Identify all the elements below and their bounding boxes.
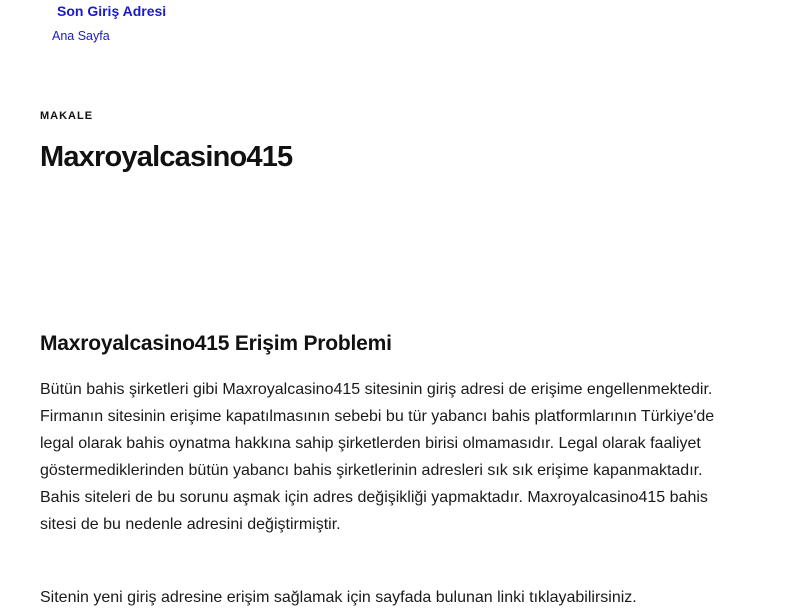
nav-link-home[interactable]: Ana Sayfa bbox=[52, 29, 110, 43]
site-title-link[interactable]: Son Giriş Adresi bbox=[57, 3, 167, 19]
article-category-label: MAKALE bbox=[40, 110, 94, 122]
section-heading: Maxroyalcasino415 Erişim Problemi bbox=[40, 332, 392, 355]
article-paragraph: Bütün bahis şirketleri gibi Maxroyalcasino415 sitesinin giriş adresi de erişime engellenmektedir. Firmanın sitesinin erişime kapatılmasının sebebi bu tür yabancı bahis platformlarının Türkiye'de legal olarak bahis oynatma hakkına sahip şirketlerden birisi olmamasıdır. Legal olarak faaliyet göstermediklerinden bütün yabancı bahis şirketlerinin adresleri sık sık erişime kapanmaktadır. Bahis siteleri de bu sorunu aşmak için adres değişikliği yapmaktadır. Maxroyalcasino415 bahis sitesi de bu nedenle adresini değiştirmiştir. bbox=[40, 381, 715, 533]
page-title: Maxroyalcasino415 bbox=[40, 141, 293, 173]
article-paragraph: Sitenin yeni giriş adresine erişim sağlamak için sayfada bulunan linki tıklayabilirsiniz. bbox=[40, 589, 637, 606]
